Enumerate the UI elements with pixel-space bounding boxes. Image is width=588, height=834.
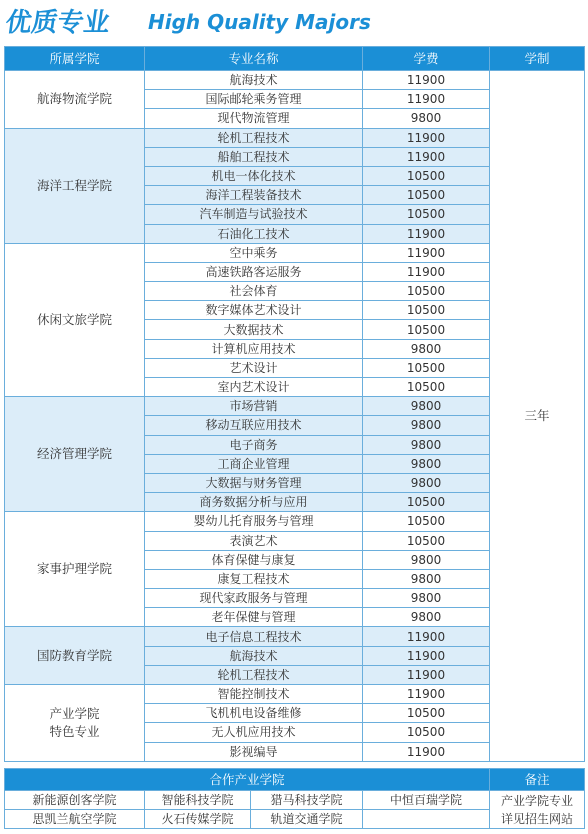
major-name: 无人机应用技术 [145, 723, 363, 742]
tuition-fee: 11900 [363, 147, 490, 166]
college-cell: 经济管理学院 [5, 397, 145, 512]
tuition-fee: 9800 [363, 435, 490, 454]
major-name: 轮机工程技术 [145, 128, 363, 147]
column-header-college: 所属学院 [5, 47, 145, 71]
major-name: 航海技术 [145, 646, 363, 665]
major-name: 船舶工程技术 [145, 147, 363, 166]
major-name: 计算机应用技术 [145, 339, 363, 358]
major-name: 现代物流管理 [145, 109, 363, 128]
cooperation-college: 新能源创客学院 [5, 791, 145, 810]
college-cell: 休闲文旅学院 [5, 243, 145, 397]
cooperation-college: 轨道交通学院 [251, 810, 363, 829]
tuition-fee: 11900 [363, 71, 490, 90]
major-name: 海洋工程装备技术 [145, 186, 363, 205]
tuition-fee: 11900 [363, 262, 490, 281]
page-subtitle: High Quality Majors [148, 10, 371, 34]
note-line: 详见招生网站 [501, 811, 574, 826]
major-name: 社会体育 [145, 282, 363, 301]
tuition-fee: 10500 [363, 512, 490, 531]
duration-cell: 三年 [490, 71, 585, 762]
tuition-fee: 11900 [363, 742, 490, 761]
tuition-fee: 11900 [363, 90, 490, 109]
major-name: 高速铁路客运服务 [145, 262, 363, 281]
tuition-fee: 10500 [363, 166, 490, 185]
major-name: 空中乘务 [145, 243, 363, 262]
tuition-fee: 10500 [363, 378, 490, 397]
major-name: 电子信息工程技术 [145, 627, 363, 646]
college-name-line: 特色专业 [49, 723, 100, 739]
cooperation-college: 猎马科技学院 [251, 791, 363, 810]
cooperation-college: 中恒百瑞学院 [363, 791, 490, 810]
tuition-fee: 11900 [363, 665, 490, 684]
cooperation-table [4, 768, 585, 829]
major-name: 工商企业管理 [145, 454, 363, 473]
college-cell: 航海物流学院 [5, 71, 145, 129]
column-header-fee: 学费 [363, 47, 490, 71]
column-header-duration: 学制 [490, 47, 585, 71]
tuition-fee: 9800 [363, 550, 490, 569]
page-title: 优质专业 [3, 8, 112, 38]
tuition-fee: 9800 [363, 569, 490, 588]
major-name: 大数据技术 [145, 320, 363, 339]
tuition-fee: 10500 [363, 531, 490, 550]
major-name: 商务数据分析与应用 [145, 493, 363, 512]
college-cell [5, 685, 145, 762]
tuition-fee: 10500 [363, 358, 490, 377]
majors-table-body [5, 71, 585, 762]
major-name: 机电一体化技术 [145, 166, 363, 185]
page-header [0, 0, 588, 42]
college-cell: 海洋工程学院 [5, 128, 145, 243]
major-name: 艺术设计 [145, 358, 363, 377]
major-name: 轮机工程技术 [145, 665, 363, 684]
major-name: 飞机机电设备维修 [145, 704, 363, 723]
tuition-fee: 9800 [363, 608, 490, 627]
table-header-row [5, 47, 585, 71]
major-name: 航海技术 [145, 71, 363, 90]
college-name-line: 产业学院 [49, 705, 100, 721]
tuition-fee: 11900 [363, 646, 490, 665]
college-cell: 国防教育学院 [5, 627, 145, 685]
tuition-fee: 10500 [363, 301, 490, 320]
major-name: 市场营销 [145, 397, 363, 416]
tuition-fee: 9800 [363, 109, 490, 128]
tuition-fee: 10500 [363, 205, 490, 224]
major-name: 室内艺术设计 [145, 378, 363, 397]
note-text [490, 791, 585, 829]
tuition-fee: 10500 [363, 723, 490, 742]
cooperation-college: 思凯兰航空学院 [5, 810, 145, 829]
column-header-major: 专业名称 [145, 47, 363, 71]
cooperation-title: 合作产业学院 [5, 769, 490, 791]
major-name: 体育保健与康复 [145, 550, 363, 569]
major-name: 石油化工技术 [145, 224, 363, 243]
tuition-fee: 10500 [363, 493, 490, 512]
major-name: 老年保健与管理 [145, 608, 363, 627]
tuition-fee: 10500 [363, 704, 490, 723]
cooperation-college: 火石传媒学院 [145, 810, 251, 829]
majors-table [4, 46, 585, 762]
major-name: 现代家政服务与管理 [145, 589, 363, 608]
table-row [5, 71, 585, 90]
major-name: 康复工程技术 [145, 569, 363, 588]
major-name: 影视编导 [145, 742, 363, 761]
tuition-fee: 10500 [363, 282, 490, 301]
major-name: 移动互联应用技术 [145, 416, 363, 435]
note-title: 备注 [490, 769, 585, 791]
major-name: 国际邮轮乘务管理 [145, 90, 363, 109]
tuition-fee: 9800 [363, 589, 490, 608]
tuition-fee: 10500 [363, 186, 490, 205]
tuition-fee: 9800 [363, 397, 490, 416]
major-name: 智能控制技术 [145, 685, 363, 704]
note-line: 产业学院专业 [501, 793, 574, 808]
major-name: 婴幼儿托育服务与管理 [145, 512, 363, 531]
major-name: 电子商务 [145, 435, 363, 454]
tuition-fee: 9800 [363, 416, 490, 435]
cooperation-college [363, 810, 490, 829]
tuition-fee: 11900 [363, 685, 490, 704]
tuition-fee: 9800 [363, 473, 490, 492]
major-name: 大数据与财务管理 [145, 473, 363, 492]
cooperation-college: 智能科技学院 [145, 791, 251, 810]
college-cell: 家事护理学院 [5, 512, 145, 627]
major-name: 表演艺术 [145, 531, 363, 550]
tuition-fee: 11900 [363, 128, 490, 147]
major-name: 汽车制造与试验技术 [145, 205, 363, 224]
tuition-fee: 9800 [363, 339, 490, 358]
tuition-fee: 10500 [363, 320, 490, 339]
tuition-fee: 9800 [363, 454, 490, 473]
tuition-fee: 11900 [363, 224, 490, 243]
major-name: 数字媒体艺术设计 [145, 301, 363, 320]
tuition-fee: 11900 [363, 243, 490, 262]
tuition-fee: 11900 [363, 627, 490, 646]
